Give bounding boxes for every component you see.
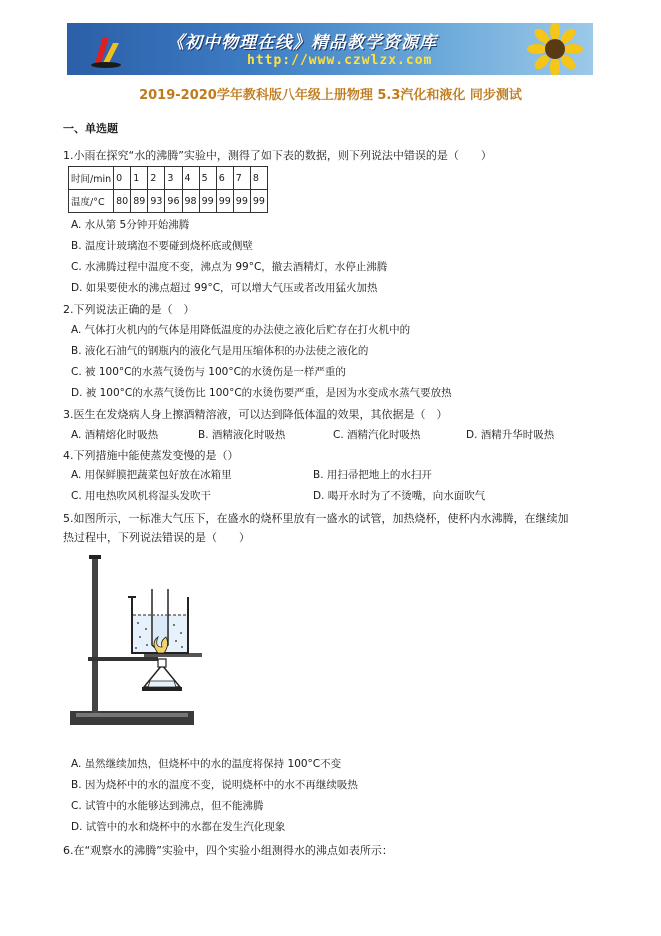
table-cell: 7 bbox=[233, 167, 250, 190]
question-3-stem: 3.医生在发烧病人身上擦酒精溶液，可以达到降低体温的效果，其依据是（ ） bbox=[63, 408, 448, 421]
table-cell: 98 bbox=[182, 190, 199, 213]
table-cell: 99 bbox=[216, 190, 233, 213]
table-cell: 1 bbox=[131, 167, 148, 190]
banner-url[interactable]: http://www.czwlzx.com bbox=[247, 53, 433, 68]
site-logo-icon bbox=[89, 29, 123, 69]
table-cell: 0 bbox=[114, 167, 131, 190]
question-5-stem-line1: 5.如图所示，一标准大气压下，在盛水的烧杯里放有一盛水的试管，加热烧杯，使杯内水沸腾，在继续加 bbox=[63, 512, 569, 525]
q5-option-c: C. 试管中的水能够达到沸点，但不能沸腾 bbox=[71, 800, 264, 812]
table-cell: 99 bbox=[250, 190, 267, 213]
q4-option-c: C. 用电热吹风机将湿头发吹干 bbox=[71, 490, 212, 502]
header-banner bbox=[67, 23, 593, 75]
q2-option-c: C. 被 100°C的水蒸气烫伤与 100°C的水烫伤是一样严重的 bbox=[71, 366, 346, 378]
q3-option-d: D. 酒精升华时吸热 bbox=[466, 429, 555, 441]
boiling-data-table bbox=[68, 166, 268, 213]
q4-option-d: D. 喝开水时为了不烫嘴，向水面吹气 bbox=[313, 490, 486, 502]
q2-option-a: A. 气体打火机内的气体是用降低温度的办法使之液化后贮存在打火机中的 bbox=[71, 324, 411, 336]
question-2-stem: 2.下列说法正确的是（ ） bbox=[63, 303, 195, 316]
q3-option-c: C. 酒精汽化时吸热 bbox=[333, 429, 421, 441]
table-cell: 89 bbox=[131, 190, 148, 213]
q2-option-d: D. 被 100°C的水蒸气烫伤比 100°C的水烫伤要严重，是因为水变成水蒸气要放热 bbox=[71, 387, 452, 399]
table-cell: 2 bbox=[148, 167, 165, 190]
table-cell: 温度/°C bbox=[69, 190, 114, 213]
table-cell: 3 bbox=[165, 167, 182, 190]
q3-option-b: B. 酒精液化时吸热 bbox=[198, 429, 286, 441]
document-title: 2019-2020学年教科版八年级上册物理 5.3汽化和液化 同步测试 bbox=[139, 88, 522, 103]
table-cell: 93 bbox=[148, 190, 165, 213]
q5-option-d: D. 试管中的水和烧杯中的水都在发生汽化现象 bbox=[71, 821, 286, 833]
boiling-apparatus-figure bbox=[66, 553, 211, 733]
q2-option-b: B. 液化石油气的钢瓶内的液化气是用压缩体积的办法使之液化的 bbox=[71, 345, 369, 357]
q4-option-b: B. 用扫帚把地上的水扫开 bbox=[313, 469, 432, 481]
table-cell: 96 bbox=[165, 190, 182, 213]
question-6-stem: 6.在“观察水的沸腾”实验中，四个实验小组测得水的沸点如表所示： bbox=[63, 844, 393, 857]
table-cell: 8 bbox=[250, 167, 267, 190]
question-4-stem: 4.下列措施中能使蒸发变慢的是（） bbox=[63, 449, 239, 462]
q1-option-a: A. 水从第 5分钟开始沸腾 bbox=[71, 219, 190, 231]
q1-option-d: D. 如果要使水的沸点超过 99°C，可以增大气压或者改用猛火加热 bbox=[71, 282, 378, 294]
sunflower-icon bbox=[525, 23, 585, 75]
table-row bbox=[69, 190, 268, 213]
section-heading: 一、单选题 bbox=[63, 122, 118, 135]
table-row bbox=[69, 167, 268, 190]
q1-option-c: C. 水沸腾过程中温度不变，沸点为 99°C，撤去酒精灯，水停止沸腾 bbox=[71, 261, 388, 273]
question-5-stem-line2: 热过程中，下列说法错误的是（ ） bbox=[63, 531, 250, 544]
table-cell: 99 bbox=[199, 190, 216, 213]
q1-option-b: B. 温度计玻璃泡不要碰到烧杯底或侧壁 bbox=[71, 240, 253, 252]
table-cell: 时间/min bbox=[69, 167, 114, 190]
table-cell: 99 bbox=[233, 190, 250, 213]
q3-option-a: A. 酒精熔化时吸热 bbox=[71, 429, 159, 441]
table-cell: 5 bbox=[199, 167, 216, 190]
q5-option-a: A. 虽然继续加热，但烧杯中的水的温度将保持 100°C不变 bbox=[71, 758, 342, 770]
table-cell: 4 bbox=[182, 167, 199, 190]
question-1-stem: 1.小雨在探究“水的沸腾”实验中，测得了如下表的数据，则下列说法中错误的是（ ） bbox=[63, 149, 492, 162]
banner-title: 《初中物理在线》精品教学资源库 bbox=[167, 33, 437, 53]
table-cell: 80 bbox=[114, 190, 131, 213]
table-cell: 6 bbox=[216, 167, 233, 190]
q4-option-a: A. 用保鲜膜把蔬菜包好放在冰箱里 bbox=[71, 469, 232, 481]
q5-option-b: B. 因为烧杯中的水的温度不变，说明烧杯中的水不再继续吸热 bbox=[71, 779, 358, 791]
